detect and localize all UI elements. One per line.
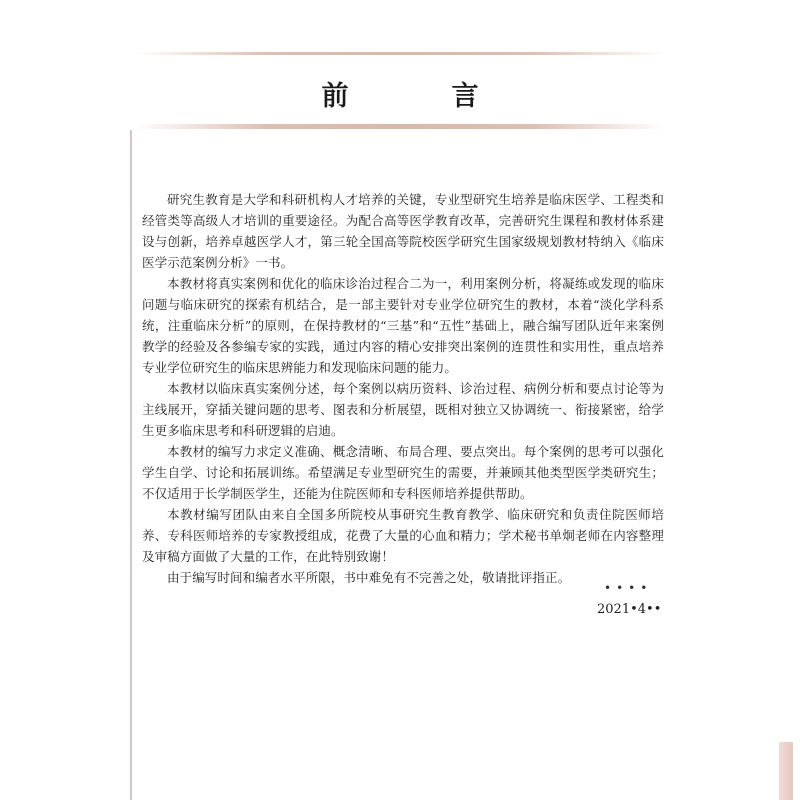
paragraph: 本教材编写团队由来自全国多所院校从事研究生教育教学、临床研究和负责住院医师培养、专科医师培养的专家教授组成，花费了大量的心血和精力；学术秘书单炯老师在内容整理及审稿方面做了大量的工作，在此特别致谢！ xyxy=(142,507,664,564)
preface-body xyxy=(142,189,664,588)
page-title: 前 言 xyxy=(321,81,517,112)
right-edge-strip xyxy=(779,742,793,800)
left-border-line xyxy=(130,130,132,800)
header-band-bottom xyxy=(135,124,665,129)
signature-date: 2021•4•• xyxy=(597,602,662,617)
signature-dots: •••• xyxy=(604,581,653,595)
paragraph: 研究生教育是大学和科研机构人才培养的关键，专业型研究生培养是临床医学、工程类和经管类等高级人才培训的重要途径。为配合高等医学教育改革，完善研究生课程和教材体系建设与创新，培养卓越医学人才，第三轮全国高等院校医学研究生国家级规划教材特纳入《临床医学示范案例分析》一书。 xyxy=(142,192,664,270)
paragraph: 由于编写时间和编者水平所限，书中难免有不完善之处，敬请批评指正。 xyxy=(167,570,571,585)
paragraph: 本教材以临床真实案例分述，每个案例以病历资料、诊治过程、病例分析和要点讨论等为主线展开，穿插关键问题的思考、图表和分析展望，既相对独立又协调统一、衔接紧密，给学生更多临床思考和科研逻辑的启迪。 xyxy=(142,381,664,438)
header-band-top xyxy=(135,52,665,55)
paragraph: 本教材的编写力求定义准确、概念清晰、布局合理、要点突出。每个案例的思考可以强化学生自学、讨论和拓展训练。希望满足专业型研究生的需要，并兼顾其他类型医学类研究生；不仅适用于长学制医学生，还能为住院医师和专科医师培养提供帮助。 xyxy=(142,444,664,501)
paragraph: 本教材将真实案例和优化的临床诊治过程合二为一，利用案例分析，将凝练或发现的临床问题与临床研究的探索有机结合，是一部主要针对专业学位研究生的教材，本着“淡化学科系统，注重临床分析”的原则，在保持教材的“三基”和“五性”基础上，融合编写团队近年来案例教学的经验及各参编专家的实践，通过内容的精心安排突出案例的连贯性和实用性，重点培养专业学位研究生的临床思辨能力和发现临床问题的能力。 xyxy=(142,276,664,375)
